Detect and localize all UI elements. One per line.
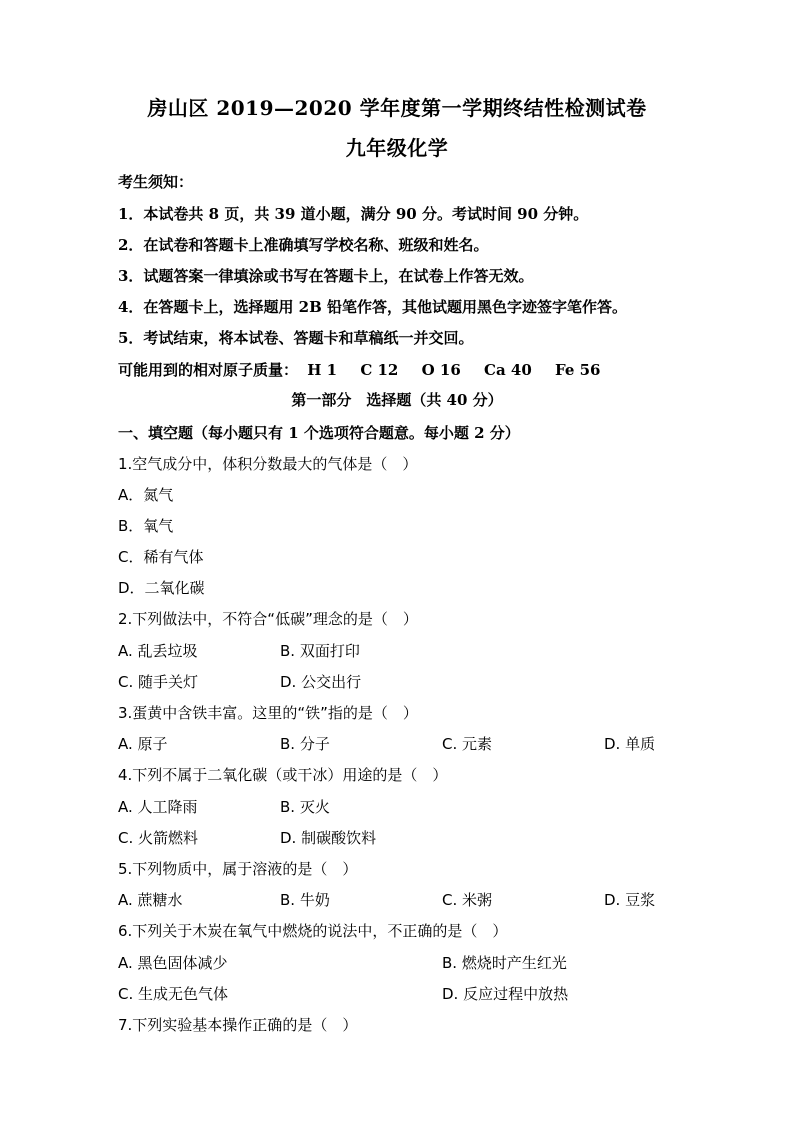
atomic-mass-value: Fe 56 [555, 361, 601, 379]
option: D. 单质 [604, 735, 656, 753]
option: C. 元素 [442, 735, 493, 753]
option: D. 豆浆 [604, 891, 656, 909]
atomic-masses-label: 可能用到的相对原子质量： [118, 361, 299, 379]
option: C. 米粥 [442, 891, 493, 909]
atomic-mass-value: O 16 [421, 361, 461, 379]
option: B. 分子 [280, 735, 330, 753]
notice-heading: 考生须知： [118, 173, 194, 191]
atomic-mass-value: Ca 40 [484, 361, 532, 379]
question-stem: 3.蛋黄中含铁丰富。这里的“铁”指的是（ ） [118, 704, 418, 722]
question-stem: 2.下列做法中，不符合“低碳”理念的是（ ） [118, 610, 418, 628]
notice-item: 5．考试结束，将本试卷、答题卡和草稿纸一并交回。 [118, 329, 474, 347]
option: C. 生成无色气体 [118, 985, 229, 1003]
option: C．稀有气体 [118, 548, 204, 566]
option: D．二氧化碳 [118, 579, 205, 597]
option: A. 黑色固体减少 [118, 954, 228, 972]
atomic-masses [118, 360, 618, 380]
exam-subtitle: 九年级化学 [345, 136, 449, 160]
atomic-mass-value: H 1 [307, 361, 338, 379]
option: A. 原子 [118, 735, 168, 753]
option: B．氧气 [118, 517, 174, 535]
option: A．氮气 [118, 486, 174, 504]
part-heading: 第一部分 选择题（共 40 分） [291, 391, 503, 409]
question-stem: 4.下列不属于二氧化碳（或干冰）用途的是（ ） [118, 766, 448, 784]
option: A. 乱丢垃圾 [118, 642, 198, 660]
question-stem: 7.下列实验基本操作正确的是（ ） [118, 1016, 358, 1034]
option: B. 牛奶 [280, 891, 330, 909]
notice-item: 4．在答题卡上，选择题用 2B 铅笔作答，其他试题用黑色字迹签字笔作答。 [118, 298, 627, 316]
option: A. 蔗糖水 [118, 891, 183, 909]
exam-title: 房山区 2019—2020 学年度第一学期终结性检测试卷 [147, 96, 647, 120]
option: D. 反应过程中放热 [442, 985, 569, 1003]
option: B. 燃烧时产生红光 [442, 954, 567, 972]
option: B. 双面打印 [280, 642, 360, 660]
section-heading: 一、填空题（每小题只有 1 个选项符合题意。每小题 2 分） [118, 424, 520, 442]
question-stem: 5.下列物质中，属于溶液的是（ ） [118, 860, 358, 878]
option: C. 随手关灯 [118, 673, 199, 691]
option: B. 灭火 [280, 798, 330, 816]
atomic-mass-value: C 12 [360, 361, 399, 379]
option: D. 公交出行 [280, 673, 362, 691]
notice-item: 3．试题答案一律填涂或书写在答题卡上，在试卷上作答无效。 [118, 267, 534, 285]
option: D. 制碳酸饮料 [280, 829, 377, 847]
question-stem: 1.空气成分中，体积分数最大的气体是（ ） [118, 455, 418, 473]
notice-item: 1．本试卷共 8 页，共 39 道小题，满分 90 分。考试时间 90 分钟。 [118, 205, 589, 223]
notice-item: 2．在试卷和答题卡上准确填写学校名称、班级和姓名。 [118, 236, 489, 254]
option: A. 人工降雨 [118, 798, 198, 816]
question-stem: 6.下列关于木炭在氧气中燃烧的说法中，不正确的是（ ） [118, 922, 508, 940]
option: C. 火箭燃料 [118, 829, 199, 847]
